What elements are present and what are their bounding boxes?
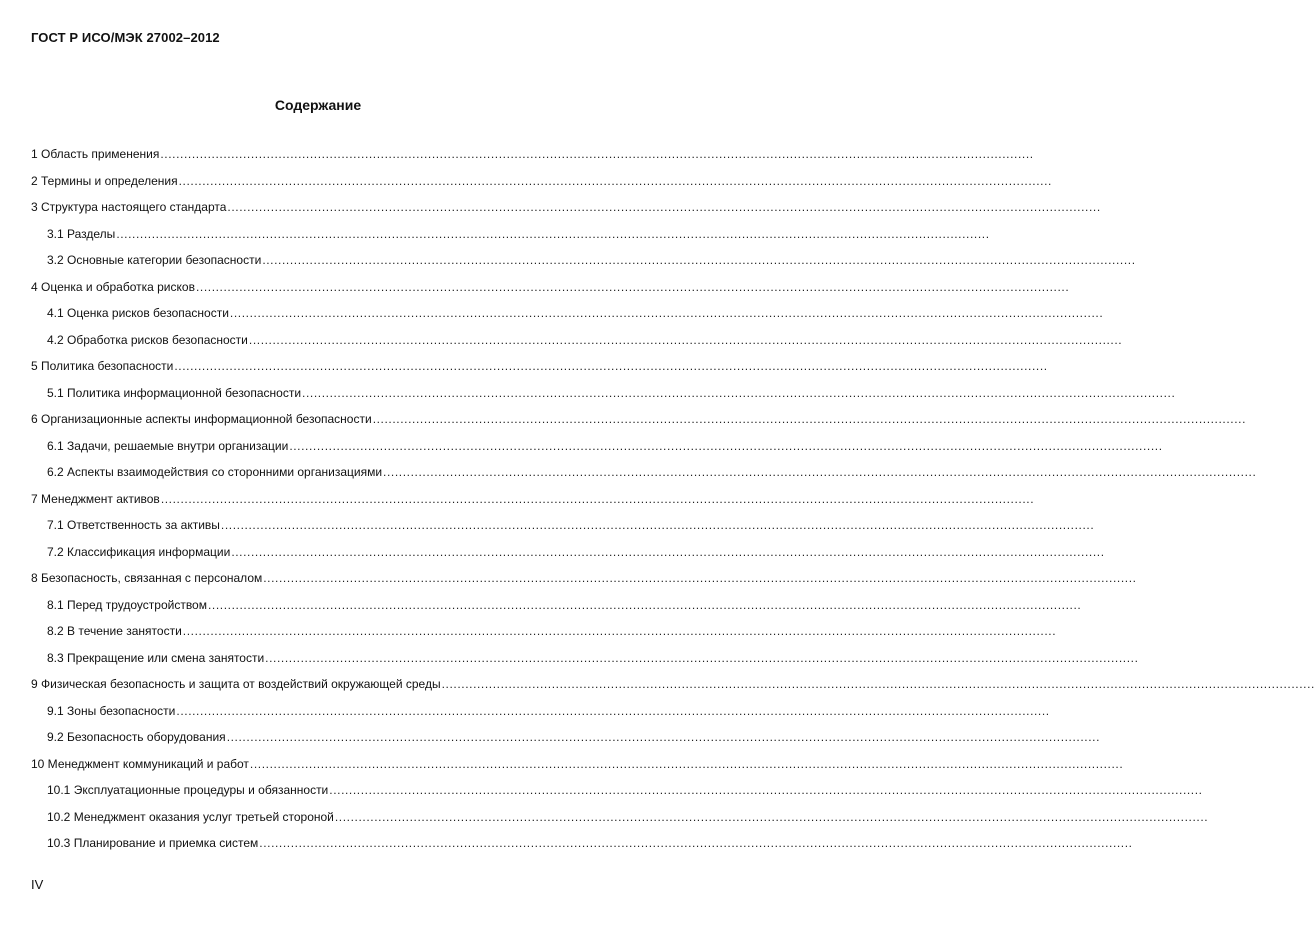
toc-entry[interactable] <box>31 332 1123 360</box>
toc-entry-label: 6.1 Задачи, решаемые внутри организации <box>47 438 289 453</box>
toc-entry[interactable] <box>31 756 1124 784</box>
toc-entry-label: 9 Физическая безопасность и защита от воздействий окружающей среды <box>31 677 441 691</box>
toc-leader-dots: .............................................................................................................................................................................................................................. <box>249 756 1124 771</box>
toc-entry-label: 3.2 Основные категории безопасности <box>47 253 262 267</box>
toc-leader-dots: .............................................................................................................................................................................................................................. <box>441 677 1315 691</box>
page-number: IV <box>31 877 44 892</box>
toc-entry[interactable] <box>31 279 1070 307</box>
toc-leader-dots: .............................................................................................................................................................................................................................. <box>176 703 1050 718</box>
toc-entry-label: 7 Менеджмент активов <box>31 491 160 506</box>
toc-entry[interactable] <box>31 518 1095 545</box>
toc-leader-dots: .............................................................................................................................................................................................................................. <box>178 173 1052 188</box>
toc-title <box>0 97 636 113</box>
toc-entry[interactable] <box>31 783 1203 810</box>
toc-entry[interactable] <box>31 571 1137 598</box>
toc-leader-dots: .............................................................................................................................................................................................................................. <box>329 783 1203 797</box>
toc-leader-dots: .............................................................................................................................................................................................................................. <box>289 438 1163 453</box>
toc-leader-dots: .............................................................................................................................................................................................................................. <box>174 359 1048 373</box>
toc-entry-label: 4.2 Обработка рисков безопасности <box>47 332 248 347</box>
document-header-code: ГОСТ Р ИСО/МЭК 27002–2012 <box>31 30 220 45</box>
toc-entry[interactable] <box>31 730 1101 757</box>
toc-entry[interactable] <box>31 465 1257 492</box>
toc-leader-dots: .............................................................................................................................................................................................................................. <box>160 147 1034 161</box>
toc-entry[interactable] <box>31 650 1139 678</box>
toc-entry-label: 1 Область применения <box>31 147 160 161</box>
toc-entry[interactable] <box>31 491 1035 519</box>
toc-leader-dots: .............................................................................................................................................................................................................................. <box>195 279 1070 294</box>
toc-entry[interactable] <box>31 385 1176 413</box>
toc-entry-label: 3 Структура настоящего стандарта <box>31 200 227 214</box>
toc-entry[interactable] <box>31 836 1133 863</box>
toc-entry[interactable] <box>31 544 1105 572</box>
toc-entry[interactable] <box>31 306 1104 333</box>
toc-entry[interactable] <box>31 226 990 254</box>
toc-entry-label: 6.2 Аспекты взаимодействия со сторонними организациями <box>47 465 383 479</box>
toc-entry-label: 9.2 Безопасность оборудования <box>47 730 226 744</box>
toc-leader-dots: .............................................................................................................................................................................................................................. <box>116 226 990 241</box>
toc-leader-dots: .............................................................................................................................................................................................................................. <box>207 597 1082 612</box>
toc-entry-label: 3.1 Разделы <box>47 226 116 241</box>
toc-entry-label: 10.3 Планирование и приемка систем <box>47 836 259 850</box>
toc-leader-dots: .............................................................................................................................................................................................................................. <box>259 836 1133 850</box>
toc-entry[interactable] <box>31 703 1050 731</box>
toc-entry-label: 7.2 Классификация информации <box>47 544 231 559</box>
toc-leader-dots: .............................................................................................................................................................................................................................. <box>372 412 1247 426</box>
toc-entry-label: 10.1 Эксплуатационные процедуры и обязанности <box>47 783 329 797</box>
toc-entry-label: 5 Политика безопасности <box>31 359 174 373</box>
toc-entry-label: 5.1 Политика информационной безопасности <box>47 385 302 400</box>
toc-leader-dots: .............................................................................................................................................................................................................................. <box>160 491 1035 506</box>
toc-leader-dots: .............................................................................................................................................................................................................................. <box>263 571 1137 585</box>
toc-leader-dots: .............................................................................................................................................................................................................................. <box>383 465 1257 479</box>
toc-leader-dots: .............................................................................................................................................................................................................................. <box>231 544 1105 559</box>
toc-entry-label: 4.1 Оценка рисков безопасности <box>47 306 229 320</box>
toc-entry-label: 6 Организационные аспекты информационной безопасности <box>31 412 372 426</box>
toc-leader-dots: .............................................................................................................................................................................................................................. <box>302 385 1176 400</box>
toc-entry-label: 10.2 Менеджмент оказания услуг третьей стороной <box>47 809 334 824</box>
toc-entry-label: 7.1 Ответственность за активы <box>47 518 220 532</box>
toc-leader-dots: .............................................................................................................................................................................................................................. <box>229 306 1104 320</box>
toc-entry[interactable] <box>31 147 1034 174</box>
toc-leader-dots: .............................................................................................................................................................................................................................. <box>248 332 1123 347</box>
toc-leader-dots: .............................................................................................................................................................................................................................. <box>262 253 1136 267</box>
toc-title-text: Содержание <box>274 97 362 113</box>
toc-entry-label: 8.1 Перед трудоустройством <box>47 597 207 612</box>
toc-leader-dots: .............................................................................................................................................................................................................................. <box>220 518 1095 532</box>
toc-entry-label: 8 Безопасность, связанная с персоналом <box>31 571 263 585</box>
toc-leader-dots: .............................................................................................................................................................................................................................. <box>226 730 1101 744</box>
toc-entry[interactable] <box>31 359 1048 386</box>
toc-entry[interactable] <box>31 253 1136 280</box>
toc-leader-dots: .............................................................................................................................................................................................................................. <box>182 624 1057 638</box>
toc-entry[interactable] <box>31 624 1057 651</box>
toc-entry-label: 8.3 Прекращение или смена занятости <box>47 650 265 665</box>
toc-entry[interactable] <box>31 200 1101 227</box>
toc-leader-dots: .............................................................................................................................................................................................................................. <box>265 650 1139 665</box>
toc-leader-dots: .............................................................................................................................................................................................................................. <box>227 200 1101 214</box>
toc-entry[interactable] <box>31 677 1315 704</box>
toc-entry-label: 10 Менеджмент коммуникаций и работ <box>31 756 249 771</box>
toc-leader-dots: .............................................................................................................................................................................................................................. <box>334 809 1209 824</box>
toc-entry[interactable] <box>31 412 1247 439</box>
toc-entry[interactable] <box>31 809 1209 837</box>
table-of-contents <box>31 147 1315 863</box>
toc-entry-label: 9.1 Зоны безопасности <box>47 703 176 718</box>
toc-entry-label: 8.2 В течение занятости <box>47 624 182 638</box>
toc-entry[interactable] <box>31 597 1082 625</box>
toc-entry-label: 2 Термины и определения <box>31 173 178 188</box>
toc-entry[interactable] <box>31 173 1052 201</box>
toc-entry[interactable] <box>31 438 1163 466</box>
toc-entry-label: 4 Оценка и обработка рисков <box>31 279 195 294</box>
